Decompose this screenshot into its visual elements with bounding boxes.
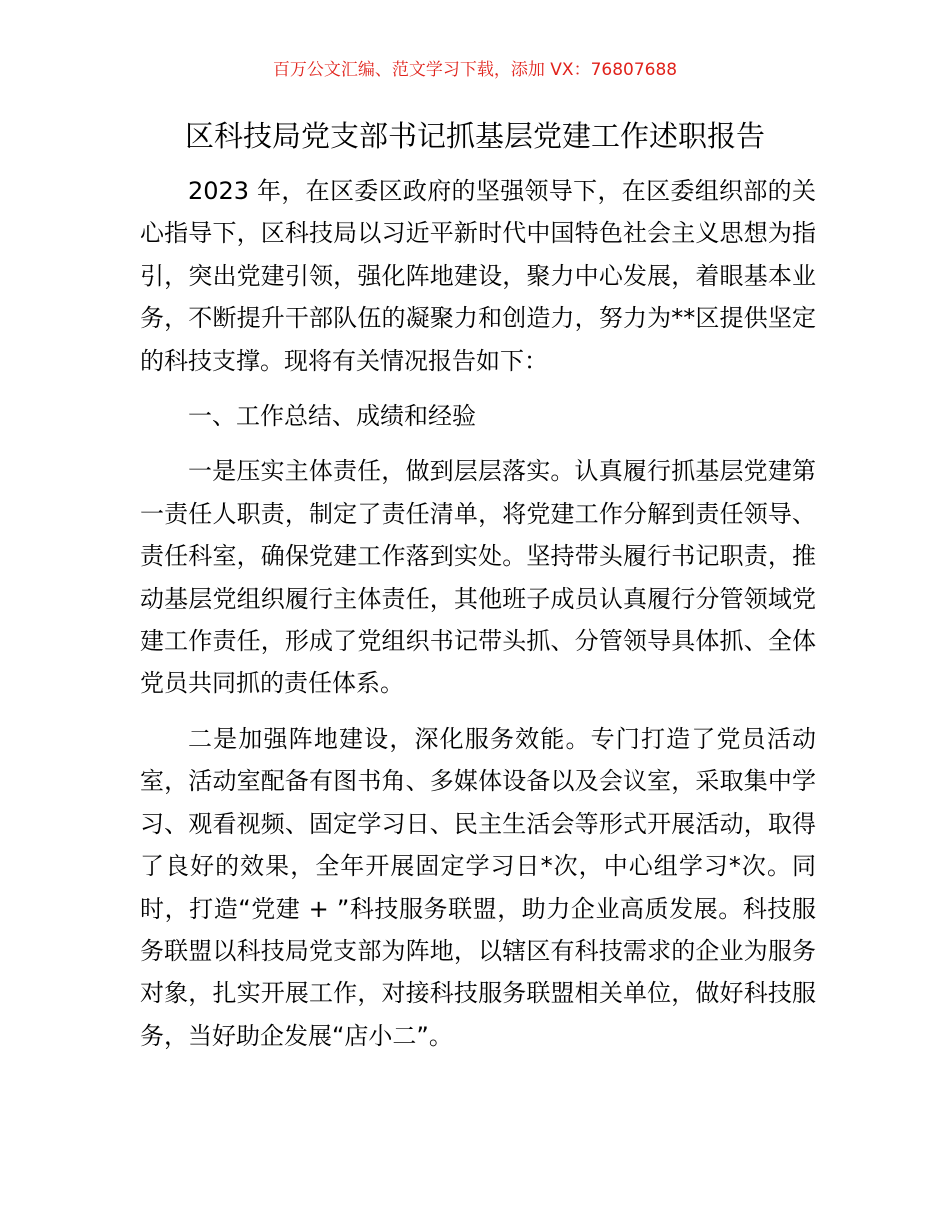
watermark-header: 百万公文汇编、范文学习下载，添加 VX：76807688: [272, 60, 678, 80]
paragraph-responsibility: 一是压实主体责任，做到层层落实。认真履行抓基层党建第一责任人职责，制定了责任清单，将党建工作分解到责任领导、责任科室，确保党建工作落到实处。坚持带头履行书记职责，推动基层党组织履行主体责任，其他班子成员认真履行分管领域党建工作责任，形成了党组织书记带头抓、分管领导具体抓、全体党员共同抓的责任体系。: [140, 457, 816, 698]
section-heading: 一、工作总结、成绩和经验: [188, 402, 476, 431]
document-body: [140, 170, 816, 1057]
intro-paragraph: 2023 年，在区委区政府的坚强领导下，在区委组织部的关心指导下，区科技局以习近平新时代中国特色社会主义思想为指引，突出党建引领，强化阵地建设，聚力中心发展，着眼基本业务，不断提升干部队伍的凝聚力和创造力，努力为**区提供坚定的科技支撑。现将有关情况报告如下：: [140, 177, 816, 375]
paragraph-position-building: 二是加强阵地建设，深化服务效能。专门打造了党员活动室，活动室配备有图书角、多媒体设备以及会议室，采取集中学习、观看视频、固定学习日、民主生活会等形式开展活动，取得了良好的效果，全年开展固定学习日*次，中心组学习*次。同时，打造“党建 + ”科技服务联盟，助力企业高质发展。科技服务联盟以科技局党支部为阵地，以辖区有科技需求的企业为服务对象，扎实开展工作，对接科技服务联盟相关单位，做好科技服务，当好助企发展“店小二”。: [140, 724, 816, 1050]
document-title: 区科技局党支部书记抓基层党建工作述职报告: [184, 119, 765, 153]
